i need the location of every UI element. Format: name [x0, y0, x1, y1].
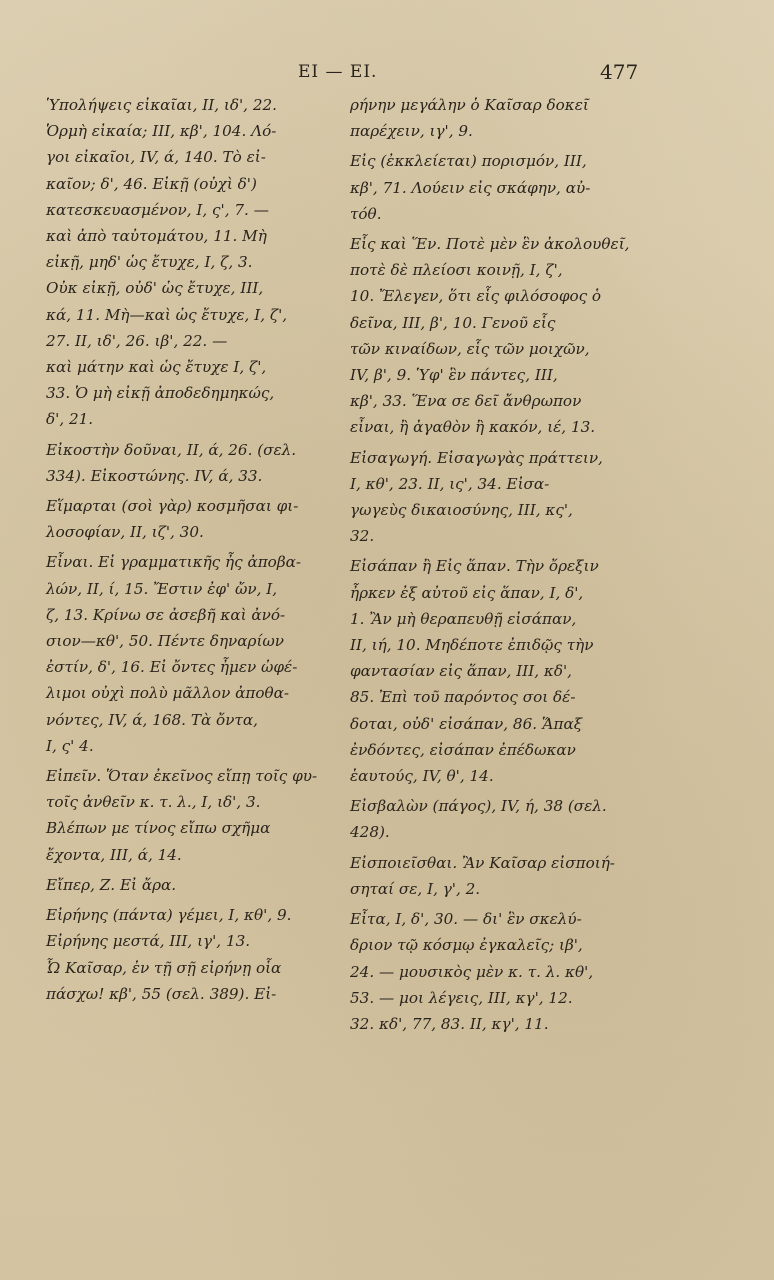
entry-line: τοῖς ἀνθεῖν κ. τ. λ., I, ιδ', 3. — [46, 793, 261, 812]
left-column — [46, 92, 344, 1011]
entry-line: 24. — μουσικὸς μὲν κ. τ. λ. κθ', — [350, 962, 594, 981]
entry-line: δ', 21. — [46, 410, 94, 429]
entry-line: 85. Ἐπὶ τοῦ παρόντος σοι δέ- — [350, 688, 576, 707]
entry-line: Εἰσάπαν ἢ Εἰς ἅπαν. Τὴν ὄρεξιν — [350, 557, 599, 576]
index-entry — [350, 445, 646, 550]
entry-line: εἰκῇ, μηδ' ὡς ἔτυχε, I, ζ, 3. — [46, 253, 253, 272]
index-entry — [350, 553, 646, 789]
entry-line: Εἶτα, I, δ', 30. — δι' ἓν σκελύ- — [350, 910, 582, 929]
entry-line: γωγεὺς δικαιοσύνης, III, κς', — [350, 501, 573, 520]
entry-line: ἐνδόντες, εἰσάπαν ἐπέδωκαν — [350, 740, 576, 759]
entry-line: λοσοφίαν, II, ιζ', 30. — [46, 523, 204, 542]
entry-line: 10. Ἔλεγεν, ὅτι εἷς φιλόσοφος ὁ — [350, 287, 602, 306]
entry-line: Εἰσβαλὼν (πάγος), IV, ή, 38 (σελ. — [350, 797, 607, 816]
right-column — [350, 92, 646, 1041]
entry-line: Εἵμαρται (σοὶ γὰρ) κοσμῆσαι φι- — [46, 497, 299, 516]
running-head: ΕΙ — ΕΙ. — [298, 62, 378, 82]
entry-line: Οὐκ εἰκῇ, οὐδ' ὡς ἔτυχε, III, — [46, 279, 264, 298]
entry-line: 1. Ἂν μὴ θεραπευθῇ εἰσάπαν, — [350, 609, 577, 628]
entry-line: ἑαυτούς, IV, θ', 14. — [350, 767, 494, 786]
entry-line: πάσχω! κβ', 55 (σελ. 389). Εἰ- — [46, 984, 277, 1003]
entry-line: Ὁρμὴ εἰκαία; III, κβ', 104. Λό- — [46, 122, 277, 141]
entry-line: 428). — [350, 823, 390, 842]
entry-line: λιμοι οὐχὶ πολὺ μᾶλλον ἀποθα- — [46, 684, 290, 703]
entry-line: ποτὲ δὲ πλείοσι κοινῇ, I, ζ', — [350, 261, 563, 280]
entry-line: ἐστίν, δ', 16. Εἰ ὄντες ἦμεν ὠφέ- — [46, 658, 298, 677]
entry-line: 334). Εἰκοστώνης. IV, ά, 33. — [46, 466, 263, 485]
index-entry — [350, 92, 646, 144]
index-entry — [46, 92, 344, 433]
entry-line: κά, 11. Μὴ—καὶ ὡς ἔτυχε, I, ζ', — [46, 305, 288, 324]
entry-line: 53. — μοι λέγεις, III, κγ', 12. — [350, 988, 573, 1007]
entry-line: κβ', 33. Ἕνα σε δεῖ ἄνθρωπον — [350, 392, 582, 411]
entry-line: ἔχοντα, III, ά, 14. — [46, 845, 182, 864]
entry-line: Ὦ Καῖσαρ, ἐν τῇ σῇ εἰρήνῃ οἷα — [46, 958, 282, 977]
index-entry — [46, 493, 344, 545]
entry-line: I, ς' 4. — [46, 736, 94, 755]
page-header — [0, 62, 774, 90]
entry-line: τόθ. — [350, 204, 382, 223]
entry-line: Εἰς (ἐκκλείεται) πορισμόν, III, — [350, 152, 587, 171]
index-entry — [350, 231, 646, 441]
entry-line: γοι εἰκαῖοι, IV, ά, 140. Τὸ εἰ- — [46, 148, 266, 167]
index-entry — [350, 148, 646, 227]
entry-line: 32. κδ', 77, 83. II, κγ', 11. — [350, 1014, 549, 1033]
entry-line: παρέχειν, ιγ', 9. — [350, 122, 473, 141]
entry-line: λών, II, ί, 15. Ἔστιν ἐφ' ὤν, I, — [46, 579, 278, 598]
entry-line: Ὑπολήψεις εἰκαῖαι, II, ιδ', 22. — [46, 96, 277, 114]
entry-line: Εἰσποιεῖσθαι. Ἂν Καῖσαρ εἰσποιή- — [350, 853, 615, 872]
entry-line: 27. II, ιδ', 26. ιβ', 22. — — [46, 331, 228, 350]
entry-line: 33. Ὁ μὴ εἰκῇ ἀποδεδημηκώς, — [46, 384, 275, 403]
index-entry — [46, 763, 344, 868]
index-entry — [350, 850, 646, 902]
index-entry — [350, 793, 646, 845]
entry-line: καῖον; δ', 46. Εἰκῇ (οὐχὶ δ') — [46, 174, 257, 193]
page-number: 477 — [600, 60, 639, 84]
entry-line: καὶ ἀπὸ ταὐτομάτου, 11. Μὴ — [46, 227, 267, 246]
entry-line: κβ', 71. Λούειν εἰς σκάφην, αὐ- — [350, 178, 591, 197]
entry-line: ἦρκεν ἐξ αὐτοῦ εἰς ἅπαν, I, δ', — [350, 583, 584, 602]
entry-line: Εἰσαγωγή. Εἰσαγωγὰς πράττειν, — [350, 448, 603, 467]
entry-line: σηταί σε, I, γ', 2. — [350, 879, 481, 898]
entry-line: σιον—κθ', 50. Πέντε δηναρίων — [46, 632, 285, 651]
entry-line: δεῖνα, III, β', 10. Γενοῦ εἷς — [350, 313, 556, 332]
entry-line: Βλέπων με τίνος εἴπω σχῆμα — [46, 819, 271, 838]
index-entry — [350, 906, 646, 1037]
entry-line: Εἴπερ, Ζ. Εἰ ἄρα. — [46, 875, 177, 894]
entry-line: δοται, οὐδ' εἰσάπαν, 86. Ἅπαξ — [350, 714, 583, 733]
index-entry — [46, 549, 344, 759]
entry-line: ζ, 13. Κρίνω σε ἀσεβῆ καὶ ἀνό- — [46, 605, 286, 624]
entry-line: καὶ μάτην καὶ ὡς ἔτυχε I, ζ', — [46, 358, 267, 377]
entry-line: IV, β', 9. Ὑφ' ἓν πάντες, III, — [350, 366, 558, 385]
entry-line: Εἰκοστὴν δοῦναι, II, ά, 26. (σελ. — [46, 440, 297, 459]
entry-line: εἶναι, ἢ ἀγαθὸν ἢ κακόν, ιέ, 13. — [350, 418, 596, 437]
index-entry — [46, 437, 344, 489]
entry-line: Εἰρήνης (πάντα) γέμει, I, κθ', 9. — [46, 906, 292, 925]
entry-line: Εἰρήνης μεστά, III, ιγ', 13. — [46, 932, 251, 951]
entry-line: Εἰπεῖν. Ὅταν ἐκεῖνος εἴπῃ τοῖς φυ- — [46, 767, 318, 786]
entry-line: δριον τῷ κόσμῳ ἐγκαλεῖς; ιβ', — [350, 936, 583, 955]
entry-line: ρήνην μεγάλην ὁ Καῖσαρ δοκεῖ — [350, 96, 589, 114]
entry-line: τῶν κιναίδων, εἷς τῶν μοιχῶν, — [350, 339, 590, 358]
entry-line: Εἶναι. Εἰ γραμματικῆς ἦς ἀποβα- — [46, 553, 301, 572]
entry-line: 32. — [350, 527, 375, 546]
index-entry — [46, 902, 344, 1007]
entry-line: I, κθ', 23. II, ις', 34. Εἰσα- — [350, 474, 550, 493]
entry-line: φαντασίαν εἰς ἅπαν, III, κδ', — [350, 662, 572, 681]
entry-line: II, ιή, 10. Μηδέποτε ἐπιδῷς τὴν — [350, 636, 594, 655]
entry-line: νόντες, IV, ά, 168. Τὰ ὄντα, — [46, 710, 258, 729]
index-entry — [46, 872, 344, 898]
entry-line: κατεσκευασμένον, I, ς', 7. — — [46, 200, 269, 219]
entry-line: Εἷς καὶ Ἕν. Ποτὲ μὲν ἓν ἀκολουθεῖ, — [350, 235, 630, 254]
